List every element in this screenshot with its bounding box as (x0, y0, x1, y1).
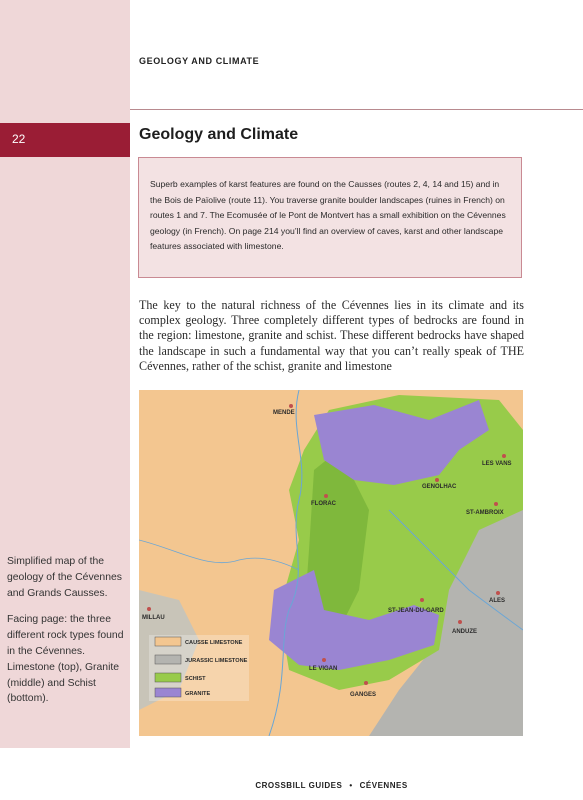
svg-text:MILLAU: MILLAU (142, 615, 165, 621)
svg-text:LES VANS: LES VANS (482, 461, 512, 467)
svg-text:SCHIST: SCHIST (185, 676, 206, 682)
footer (0, 781, 583, 790)
page-number: 22 (12, 132, 26, 146)
footer-title: CÉVENNES (359, 781, 408, 790)
svg-text:GENOLHAC: GENOLHAC (422, 484, 457, 490)
geology-map (139, 390, 523, 736)
page-number-box (0, 123, 130, 157)
footer-separator: • (349, 781, 353, 790)
svg-text:ANDUZE: ANDUZE (452, 629, 477, 635)
svg-text:CAUSSE LIMESTONE: CAUSSE LIMESTONE (185, 640, 243, 646)
svg-text:ST-AMBROIX: ST-AMBROIX (466, 510, 504, 516)
svg-text:LE VIGAN: LE VIGAN (309, 666, 338, 672)
sidebar-caption (7, 554, 125, 718)
facing-page-caption: Facing page: the three different rock types found in the Cévennes. Limestone (top), Granite (middle) and Schist (bottom). (7, 614, 124, 705)
svg-text:GANGES: GANGES (350, 692, 377, 698)
running-title: GEOLOGY AND CLIMATE (139, 56, 260, 66)
header-rule (130, 109, 583, 110)
info-box (138, 157, 522, 278)
map-legend (149, 635, 249, 701)
map-caption: Simplified map of the geology of the Cévennes and Grands Causses. (7, 556, 122, 599)
footer-publisher: CROSSBILL GUIDES (255, 781, 343, 790)
svg-text:JURASSIC LIMESTONE: JURASSIC LIMESTONE (185, 658, 248, 664)
svg-text:ALES: ALES (489, 598, 506, 604)
section-title: Geology and Climate (139, 126, 299, 143)
svg-text:GRANITE: GRANITE (185, 691, 211, 697)
geology-map-svg (139, 390, 523, 736)
svg-text:FLORAC: FLORAC (311, 501, 336, 507)
info-box-text: Superb examples of karst features are found on the Causses (routes 2, 4, 14 and 15) and in the Bois de Païolive (route 11). You traverse granite boulder landscapes (ruines in French) on routes 1 and 7. The Ecomusée of le Pont de Montvert has a small exhibition on the Cévennes geology (in French). On page 214 you’ll find an overview of caves, karst and other landscape features associated with limestone. (150, 179, 506, 252)
svg-text:MENDE: MENDE (273, 410, 295, 416)
body-paragraph: The key to the natural richness of the Cévennes lies in its climate and its complex geology. Three completely different types of bedrocks are found in the region: limestone, granite and schist. These different bedrocks have shaped the landscape in such a fundamental way that you can’t really speak of THE Cévennes, rather of the schist, granite and limestone (139, 298, 524, 373)
svg-text:ST-JEAN-DU-GARD: ST-JEAN-DU-GARD (388, 608, 444, 614)
